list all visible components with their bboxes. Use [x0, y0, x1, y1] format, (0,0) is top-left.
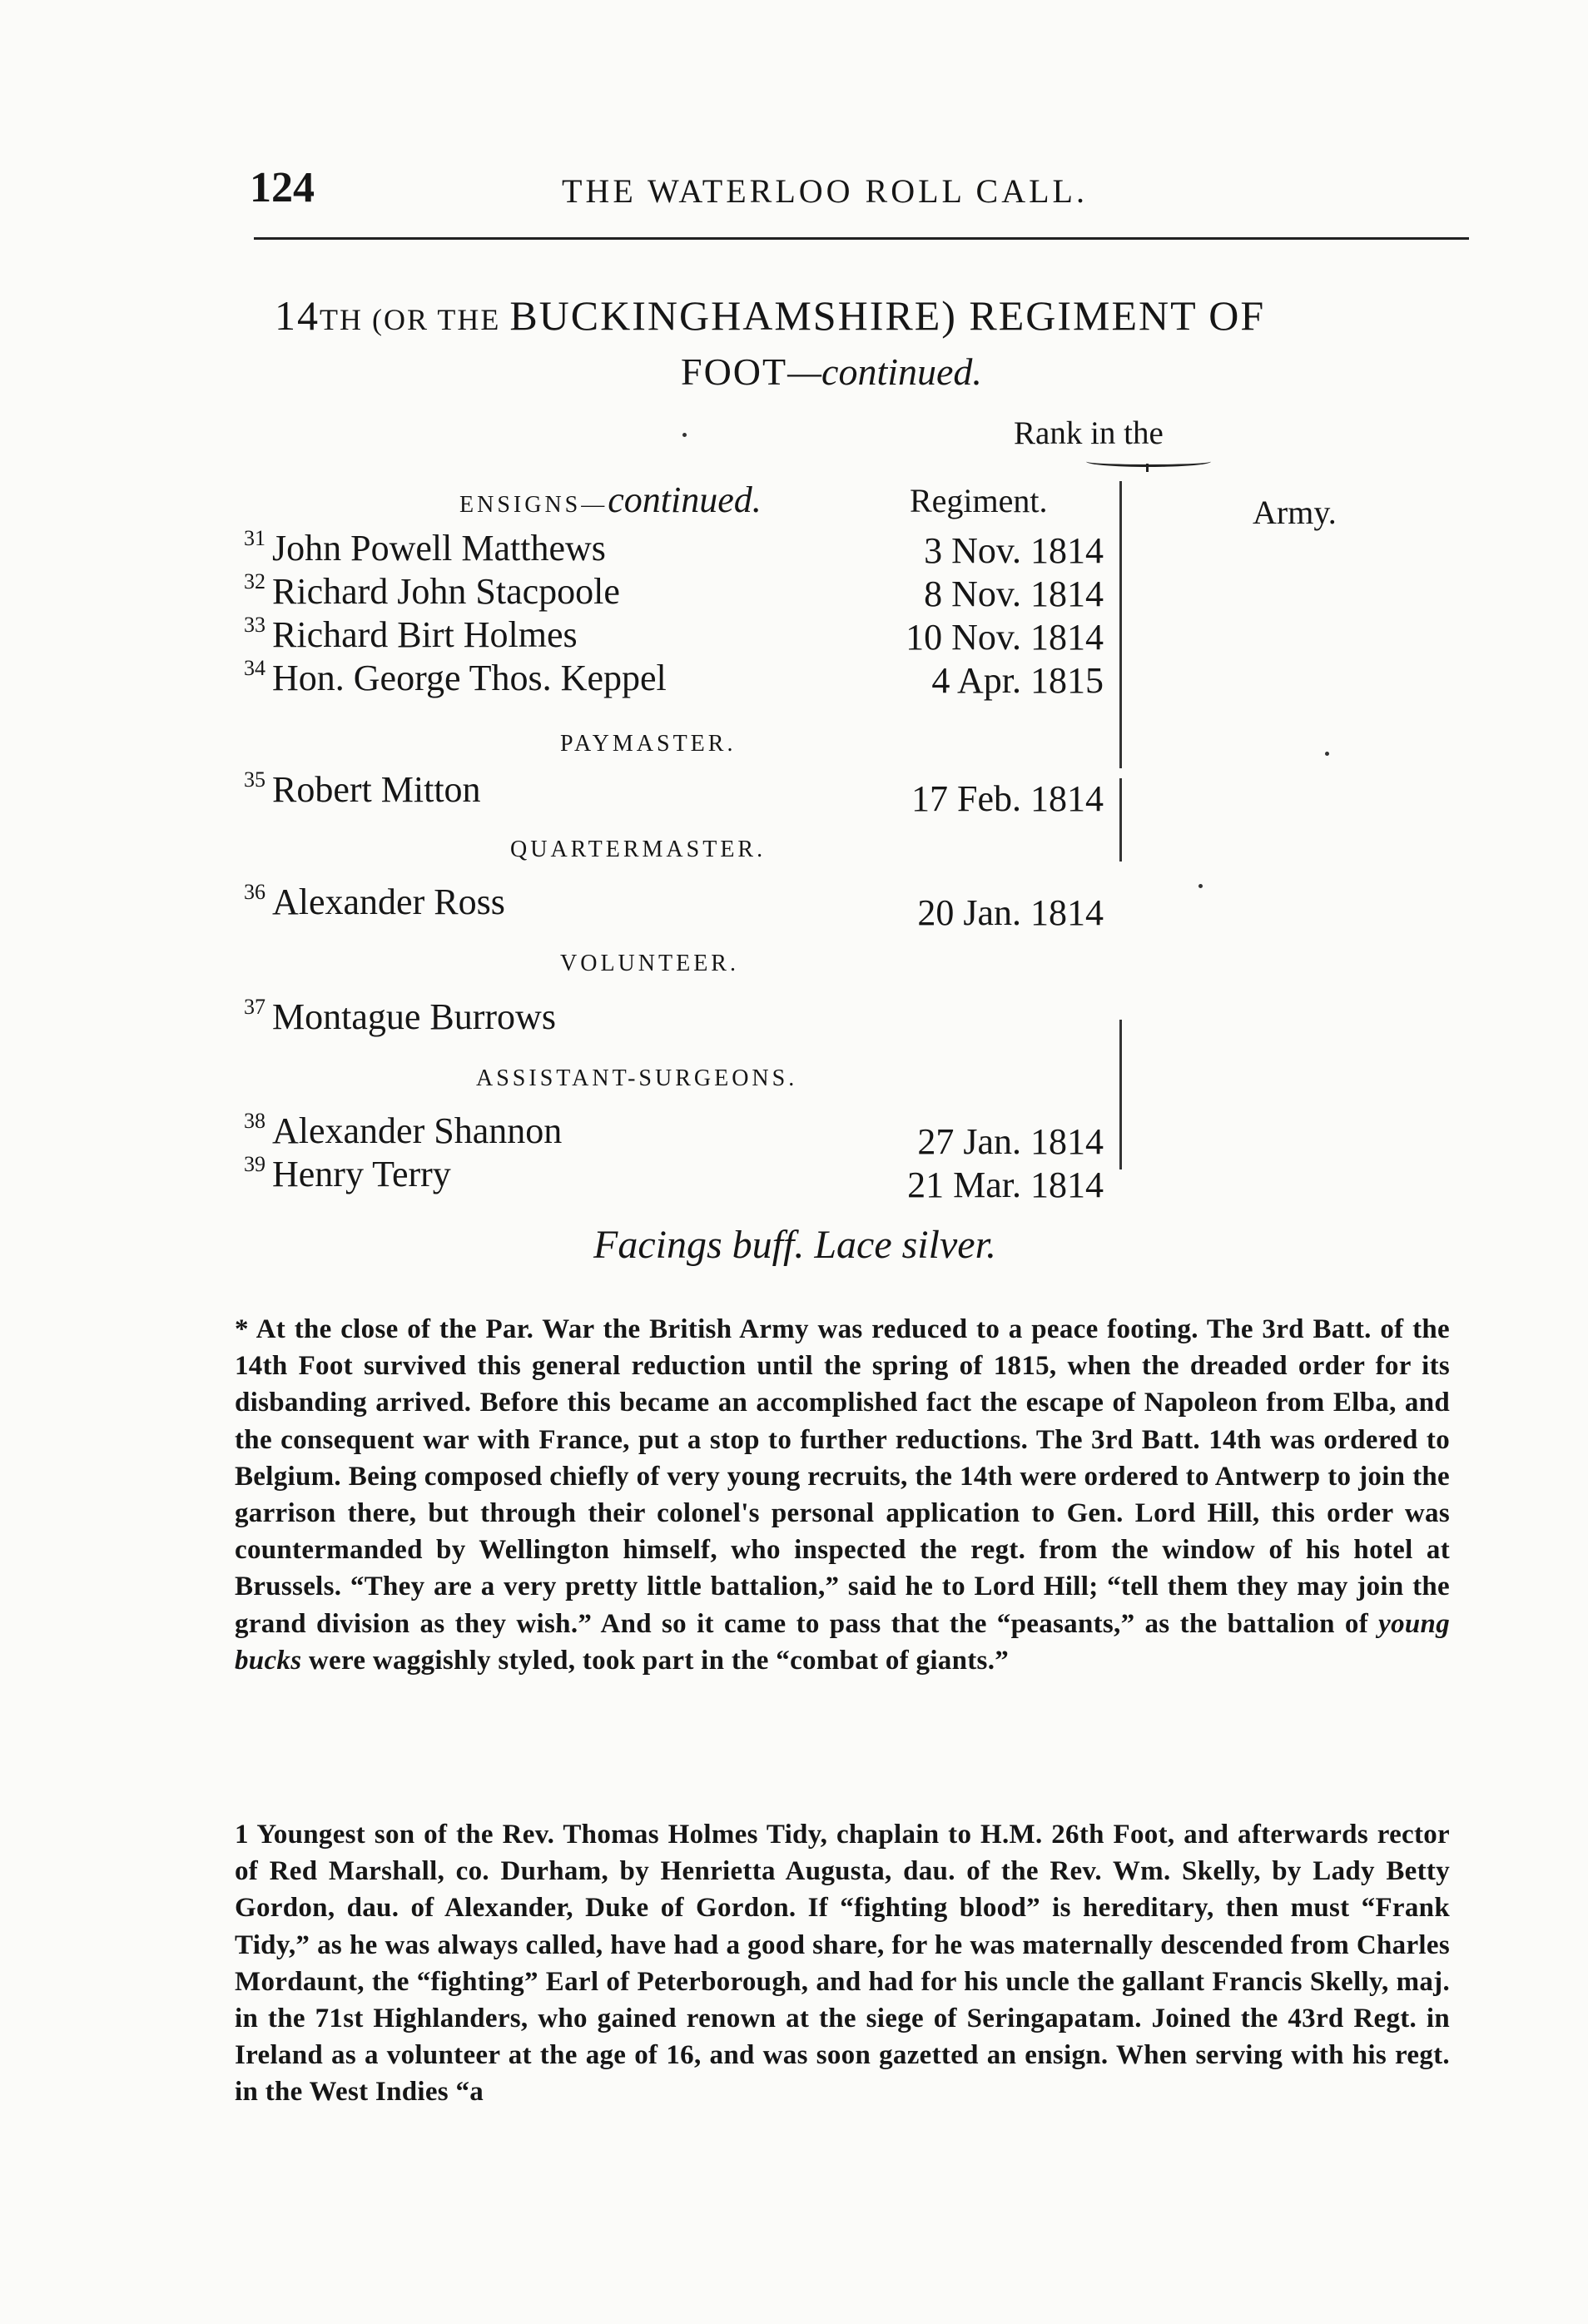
column-divider-1	[1119, 481, 1122, 768]
title-number-suffix: TH	[320, 303, 363, 336]
entry-39-date: 21 Mar. 1814	[907, 1164, 1104, 1205]
entry-31-date: 3 Nov. 1814	[924, 530, 1104, 571]
entry-34-date: 4 Apr. 1815	[931, 660, 1104, 701]
header-rule	[254, 237, 1469, 240]
regiment-column-header: Regiment.	[910, 482, 1048, 519]
entry-39-name: $^{39}$ Henry Terry	[244, 1152, 451, 1194]
stray-dot	[1198, 884, 1203, 888]
title-foot: FOOT	[681, 350, 788, 393]
column-divider-3	[1119, 1020, 1122, 1169]
section-paymaster: PAYMASTER.	[560, 731, 737, 757]
entry-38-name: $^{38}$ Alexander Shannon	[244, 1109, 563, 1151]
entry-32-name: $^{32}$ Richard John Stacpoole	[244, 569, 620, 612]
title-regiment-name: BUCKINGHAMSHIRE) REGIMENT OF	[509, 292, 1266, 339]
section-volunteer: VOLUNTEER.	[560, 951, 739, 976]
rank-brace	[1086, 456, 1211, 467]
column-divider-2	[1119, 778, 1122, 862]
entry-34-name: $^{34}$ Hon. George Thos. Keppel	[244, 656, 667, 698]
entry-36-name: $^{36}$ Alexander Ross	[244, 880, 505, 922]
stray-dot	[682, 433, 687, 437]
page-number: 124	[250, 164, 315, 211]
title-continued: —continued.	[787, 350, 982, 393]
army-column-header: Army.	[1253, 494, 1337, 531]
entry-31-name: $^{31}$ John Powell Matthews	[244, 526, 606, 569]
entry-33-name: $^{33}$ Richard Birt Holmes	[244, 613, 578, 655]
entry-35-date: 17 Feb. 1814	[911, 778, 1104, 819]
title-or-the: (OR THE	[363, 303, 510, 336]
entry-35-name: $^{35}$ Robert Mitton	[244, 767, 481, 810]
section-assistant-surgeons: ASSISTANT-SURGEONS.	[476, 1065, 798, 1091]
entry-37-name: $^{37}$ Montague Burrows	[244, 995, 556, 1037]
title-number: 14	[275, 292, 320, 339]
ensigns-label: ENSIGNS—	[459, 492, 608, 518]
section-ensigns	[459, 479, 762, 521]
entry-38-date: 27 Jan. 1814	[917, 1121, 1104, 1162]
stray-dot	[1325, 752, 1329, 756]
footnote-1: 1 Youngest son of the Rev. Thomas Holmes Tidy, chaplain to H.M. 26th Foot, and afterwards rector of Red Marshall, co. Durham, by Henrietta Augusta, dau. of the Rev. Wm. Skelly, by Lady Betty Gordon, dau. of Alexander, Duke of Gordon. If “fighting blood” is hereditary, then must “Frank Tidy,” as he was always called, have had a good share, for he was maternally descended from Charles Mordaunt, the “fighting” Earl of Peterborough, and had for his uncle the gallant Francis Skelly, maj. in the 71st Highlanders, who gained renown at the siege of Seringapatam. Joined the 43rd Regt. in Ireland as a volunteer at the age of 16, and was soon gazetted an ensign. When serving with his regt. in the West Indies “a	[235, 1820, 1450, 2108]
ensigns-continued: continued.	[608, 479, 762, 520]
rank-in-the-header: Rank in the	[1014, 415, 1164, 451]
regiment-title-line1	[275, 291, 1265, 340]
footnote-star: * At the close of the Par. War the British Army was reduced to a peace footing. The 3rd Batt. of the 14th Foot survived this general reduction until the spring of 1815, when the dreaded order for its disbanding arrived. Before this became an accomplished fact the escape of Napoleon from Elba, and the consequent war with France, put a stop to further reductions. The 3rd Batt. 14th was ordered to Belgium. Being composed chiefly of very young recruits, the 14th were ordered to Antwerp to join the garrison there, but through their colonel's personal application to Gen. Lord Hill, this order was countermanded by Wellington himself, who inspected the regt. from the window of his hotel at Brussels. “They are a very pretty little battalion,” said he to Lord Hill; “tell them they may join the grand division as they wish.” And so it came to pass that the “peasants,” as the battalion of young bucks were waggishly styled, took part in the “combat of giants.”	[235, 1314, 1450, 1676]
regiment-title-line2	[681, 350, 982, 394]
running-title: THE WATERLOO ROLL CALL.	[562, 172, 1088, 210]
section-quartermaster: QUARTERMASTER.	[510, 837, 767, 862]
entry-33-date: 10 Nov. 1814	[906, 617, 1104, 658]
entry-32-date: 8 Nov. 1814	[924, 574, 1104, 614]
facings-lace-line: Facings buff. Lace silver.	[593, 1223, 996, 1267]
entry-36-date: 20 Jan. 1814	[917, 892, 1104, 933]
